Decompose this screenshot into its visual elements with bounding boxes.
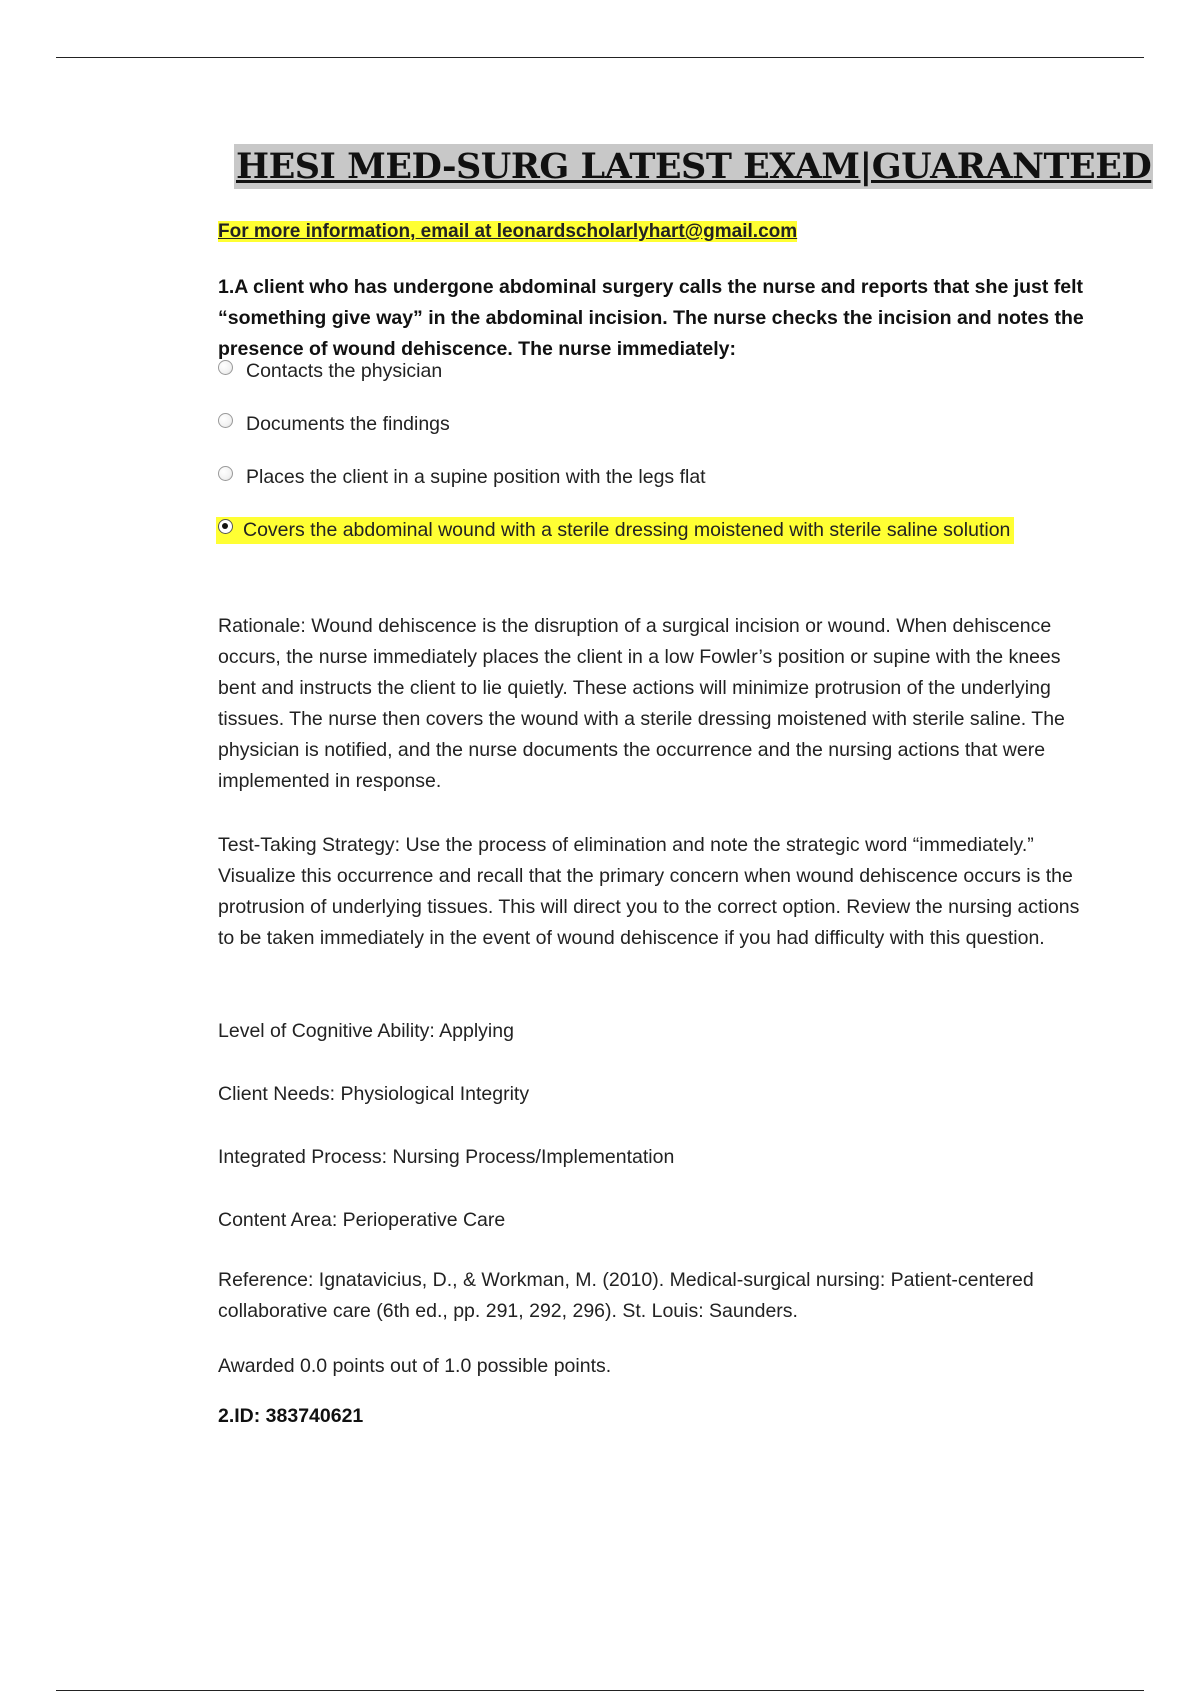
score-line: Awarded 0.0 points out of 1.0 possible points. bbox=[218, 1355, 612, 1377]
option-2[interactable] bbox=[218, 413, 450, 436]
option-4-selected[interactable] bbox=[216, 517, 1014, 544]
option-label: Contacts the physician bbox=[246, 360, 443, 382]
option-label: Places the client in a supine position with the legs flat bbox=[246, 466, 706, 488]
top-rule bbox=[56, 57, 1144, 58]
next-question-id: 2.ID: 383740621 bbox=[218, 1405, 364, 1427]
radio-checked-icon[interactable] bbox=[218, 519, 233, 534]
radio-unchecked-icon[interactable] bbox=[218, 360, 233, 375]
rationale-paragraph: Rationale: Wound dehiscence is the disruption of a surgical incision or wound. When dehiscence occurs, the nurse immediately places the client in a low Fowler’s position or supine with the knees bent and instructs the client to lie quietly. These actions will minimize protrusion of the underlying tissues. The nurse then covers the wound with a sterile dressing moistened with sterile saline. The physician is notified, and the nurse documents the occurrence and the nursing actions that were implemented in response. bbox=[218, 615, 1065, 792]
reference-paragraph: Reference: Ignatavicius, D., & Workman, M. (2010). Medical-surgical nursing: Patient-centered collaborative care (6th ed., pp. 291, 292, 296). St. Louis: Saunders. bbox=[218, 1269, 1034, 1322]
option-label: Covers the abdominal wound with a sterile dressing moistened with sterile saline solution bbox=[243, 519, 1011, 541]
integrated-process: Integrated Process: Nursing Process/Implementation bbox=[218, 1146, 675, 1168]
option-label: Documents the findings bbox=[246, 413, 450, 435]
contact-line bbox=[218, 221, 797, 243]
content-area: Content Area: Perioperative Care bbox=[218, 1209, 506, 1231]
radio-unchecked-icon[interactable] bbox=[218, 466, 233, 481]
option-3[interactable] bbox=[218, 466, 706, 489]
client-needs: Client Needs: Physiological Integrity bbox=[218, 1083, 530, 1105]
contact-email-link[interactable]: For more information, email at leonardscholarlyhart@gmail.com bbox=[218, 221, 798, 242]
cognitive-level: Level of Cognitive Ability: Applying bbox=[218, 1020, 514, 1042]
document-title: HESI MED-SURG LATEST EXAM|GUARANTEED bbox=[236, 146, 1152, 187]
question-text: 1.A client who has undergone abdominal surgery calls the nurse and reports that she just felt “something give way” in the abdominal incision. The nurse checks the incision and notes the presence of wound dehiscence. The nurse immediately: bbox=[218, 276, 1084, 360]
document-title-wrap bbox=[234, 146, 1153, 187]
radio-unchecked-icon[interactable] bbox=[218, 413, 233, 428]
strategy-paragraph: Test-Taking Strategy: Use the process of elimination and note the strategic word “immediately.” Visualize this occurrence and recall that the primary concern when wound dehiscence occurs is the protrusion of underlying tissues. This will direct you to the correct option. Review the nursing actions to be taken immediately in the event of wound dehiscence if you had difficulty with this question. bbox=[218, 834, 1080, 949]
bottom-rule bbox=[56, 1690, 1144, 1691]
option-1[interactable] bbox=[218, 360, 442, 383]
